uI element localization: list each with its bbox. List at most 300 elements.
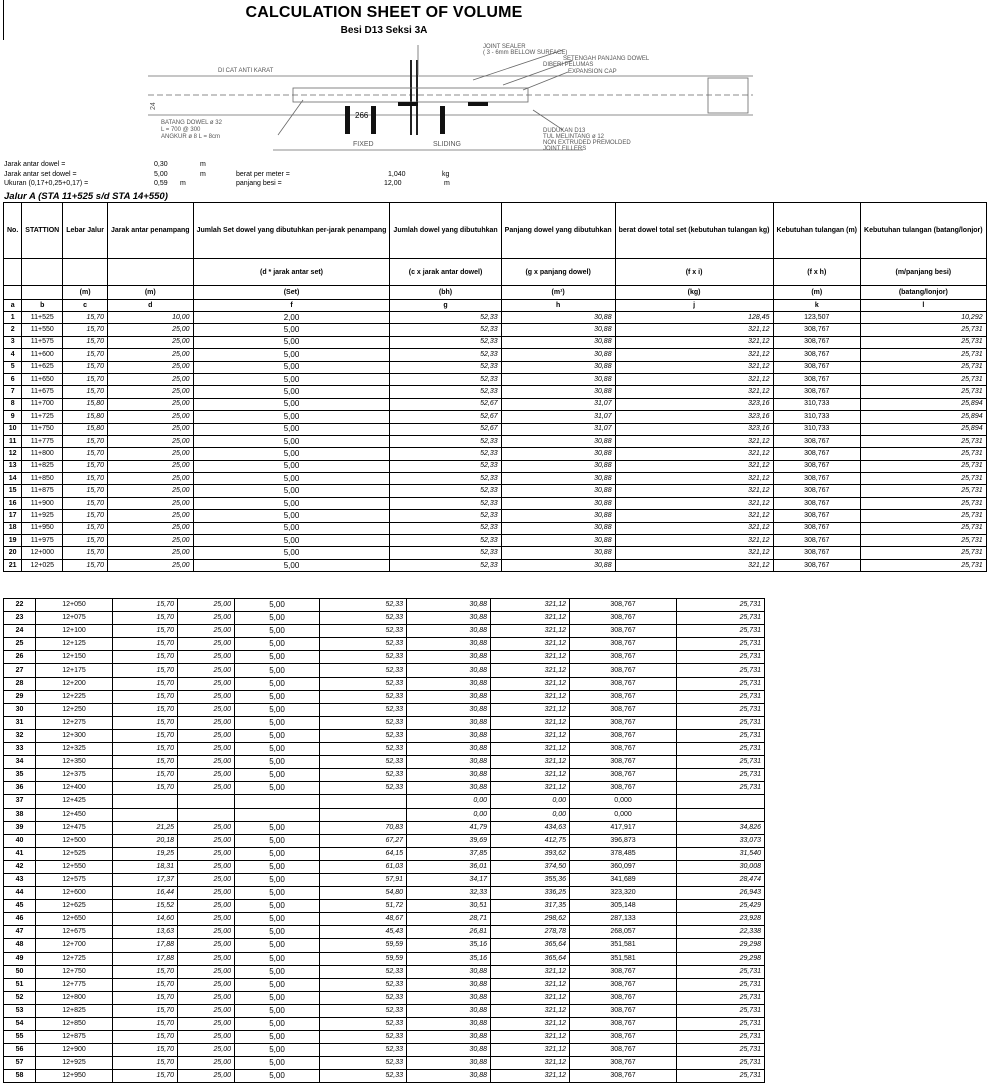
table-cell: 30,88: [407, 729, 491, 742]
table-cell: 310,733: [773, 423, 861, 435]
table-cell: [113, 795, 178, 808]
label-dowel-bar: BATANG DOWEL ø 32: [161, 120, 222, 126]
table-cell: 6: [4, 373, 22, 385]
table-cell: 11+675: [22, 386, 63, 398]
table-cell: 26: [4, 651, 36, 664]
table-cell: 12+825: [36, 1004, 113, 1017]
table-cell: 25,00: [108, 522, 194, 534]
table-cell: 12+350: [36, 756, 113, 769]
table-cell: 5: [4, 361, 22, 373]
unit-row: [4, 286, 987, 300]
letter-cell: k: [773, 300, 861, 312]
table-cell: 12+175: [36, 664, 113, 677]
table-cell: 52,33: [320, 1018, 407, 1031]
table-cell: 30,88: [501, 497, 615, 509]
table-cell: 360,097: [570, 860, 677, 873]
table-cell: 34,826: [677, 821, 765, 834]
table-cell: 25,731: [677, 1044, 765, 1057]
table-row: [4, 1044, 765, 1057]
table-cell: 30,88: [407, 965, 491, 978]
table-cell: 308,767: [570, 1044, 677, 1057]
table-cell: 52,33: [390, 448, 501, 460]
table-cell: 15,70: [63, 386, 108, 398]
table-row: [4, 638, 765, 651]
table-cell: 321,12: [615, 559, 773, 571]
table-cell: 32: [4, 729, 36, 742]
table-cell: 321,12: [491, 1031, 570, 1044]
table-cell: 25,731: [677, 716, 765, 729]
table-cell: 17,88: [113, 939, 178, 952]
label-sliding: SLIDING: [433, 141, 462, 148]
formula-row: [4, 259, 987, 286]
table-row: [4, 547, 987, 559]
table-cell: 12+275: [36, 716, 113, 729]
table-cell: 321,12: [615, 349, 773, 361]
col-header-rebar-bars: Kebutuhan tulangan (batang/lonjor): [861, 203, 987, 259]
table-cell: 30,88: [407, 690, 491, 703]
table-cell: 25,00: [178, 1004, 235, 1017]
table-row: [4, 612, 765, 625]
table-cell: 5,00: [235, 690, 320, 703]
table-cell: 308,767: [570, 625, 677, 638]
table-cell: 15,70: [63, 485, 108, 497]
table-cell: 31,07: [501, 411, 615, 423]
table-cell: 25,00: [108, 324, 194, 336]
table-cell: 22: [4, 599, 36, 612]
table-cell: 36,01: [407, 860, 491, 873]
param-label-2: panjang besi =: [236, 180, 282, 187]
table-cell: 321,12: [615, 547, 773, 559]
table-cell: 5,00: [193, 423, 390, 435]
table-cell: 25,731: [861, 559, 987, 571]
table-cell: 278,78: [491, 926, 570, 939]
table-cell: 308,767: [570, 991, 677, 1004]
table-cell: 25,00: [178, 664, 235, 677]
table-cell: 15,70: [63, 522, 108, 534]
table-cell: 25,00: [108, 349, 194, 361]
table-cell: 5,00: [235, 991, 320, 1004]
table-cell: 2,00: [193, 312, 390, 324]
table-cell: 33: [4, 743, 36, 756]
table-row: [4, 485, 987, 497]
table-row: [4, 373, 987, 385]
table-row: [4, 834, 765, 847]
table-cell: 1: [4, 312, 22, 324]
table-cell: 25,00: [178, 847, 235, 860]
table-cell: 321,12: [491, 1044, 570, 1057]
table-cell: 25,731: [677, 690, 765, 703]
table-cell: 13,63: [113, 926, 178, 939]
param-label: Ukuran (0,17+0,25+0,17) =: [4, 180, 89, 187]
col-header-rebar-m: Kebutuhan tulangan (m): [773, 203, 861, 259]
table-cell: 321,12: [491, 651, 570, 664]
label-bellow: ( 3 - 6mm BELLOW SURFACE): [483, 50, 568, 56]
table-cell: 36: [4, 782, 36, 795]
unit-cell: (m): [108, 286, 194, 300]
table-cell: 308,767: [570, 638, 677, 651]
table-cell: 5,00: [193, 324, 390, 336]
table-cell: 52,33: [320, 638, 407, 651]
table-cell: 52,33: [320, 1004, 407, 1017]
table-cell: 25,00: [178, 716, 235, 729]
table-cell: 52,33: [390, 547, 501, 559]
table-cell: 25,731: [861, 497, 987, 509]
table-cell: 25,00: [178, 952, 235, 965]
table-cell: 11+550: [22, 324, 63, 336]
table-cell: 5,00: [193, 361, 390, 373]
table-cell: 15,70: [113, 991, 178, 1004]
table-cell: 41: [4, 847, 36, 860]
table-cell: 12+025: [22, 559, 63, 571]
table-cell: 321,12: [491, 625, 570, 638]
table-cell: 45: [4, 900, 36, 913]
table-cell: 11+875: [22, 485, 63, 497]
formula-cell: [108, 259, 194, 286]
table-cell: 8: [4, 398, 22, 410]
table-cell: 30,88: [501, 547, 615, 559]
table-cell: 25,00: [178, 900, 235, 913]
table-cell: 29,298: [677, 939, 765, 952]
table-cell: 40: [4, 834, 36, 847]
table-cell: 308,767: [773, 373, 861, 385]
table-cell: 365,64: [491, 952, 570, 965]
table-cell: 5,00: [235, 1018, 320, 1031]
table-cell: 365,64: [491, 939, 570, 952]
table-cell: 25,00: [178, 860, 235, 873]
table-cell: 5,00: [235, 716, 320, 729]
table-cell: 30,88: [501, 510, 615, 522]
table-cell: 25,731: [677, 978, 765, 991]
table-cell: 52,33: [390, 336, 501, 348]
table-cell: 0,000: [570, 795, 677, 808]
table-cell: 25,731: [677, 965, 765, 978]
table-cell: 15,70: [63, 497, 108, 509]
table-cell: 25,731: [861, 535, 987, 547]
table-cell: 310,733: [773, 411, 861, 423]
table-cell: 25,00: [178, 991, 235, 1004]
table-cell: 25,00: [178, 756, 235, 769]
table-cell: 308,767: [773, 349, 861, 361]
table-cell: 308,767: [570, 612, 677, 625]
table-cell: 308,767: [773, 535, 861, 547]
table-cell: 25,00: [108, 485, 194, 497]
table-cell: 52,33: [320, 599, 407, 612]
table-cell: 25,00: [108, 411, 194, 423]
table-cell: 305,148: [570, 900, 677, 913]
table-cell: 25,731: [861, 386, 987, 398]
table-cell: 25,00: [178, 703, 235, 716]
table-cell: 0,00: [407, 795, 491, 808]
table-cell: 25,00: [178, 1031, 235, 1044]
table-cell: 308,767: [570, 1057, 677, 1070]
table-cell: 308,767: [773, 448, 861, 460]
table-cell: 321,12: [615, 373, 773, 385]
unit-cell: (bh): [390, 286, 501, 300]
table-cell: 21,25: [113, 821, 178, 834]
table-row: [4, 1031, 765, 1044]
table-cell: 308,767: [570, 756, 677, 769]
table-cell: 25,00: [108, 435, 194, 447]
param-label-2: berat per meter =: [236, 170, 290, 178]
table-cell: 52,33: [390, 361, 501, 373]
table-cell: 321,12: [615, 497, 773, 509]
formula-cell: [63, 259, 108, 286]
table-cell: 25,731: [677, 625, 765, 638]
table-cell: 321,12: [491, 965, 570, 978]
label-dim-266: 266: [355, 111, 369, 120]
table-cell: 30,88: [407, 756, 491, 769]
table-cell: 67,27: [320, 834, 407, 847]
table-cell: 308,767: [570, 716, 677, 729]
table-cell: 308,767: [570, 651, 677, 664]
table-cell: 5,00: [193, 386, 390, 398]
table-cell: 434,63: [491, 821, 570, 834]
table-cell: [235, 808, 320, 821]
table-row: [4, 978, 765, 991]
table-row: [4, 860, 765, 873]
table-cell: 12+400: [36, 782, 113, 795]
page-subtitle: Besi D13 Seksi 3A: [340, 25, 428, 36]
table-cell: 15,70: [63, 349, 108, 361]
table-cell: 30,88: [501, 460, 615, 472]
section-heading-jalur: Jalur A (STA 11+525 s/d STA 14+550): [4, 191, 168, 202]
table-cell: 25,00: [108, 535, 194, 547]
table-cell: 5,00: [235, 1004, 320, 1017]
table-cell: 321,12: [491, 690, 570, 703]
table-cell: 30,88: [501, 473, 615, 485]
table-cell: 15,70: [63, 361, 108, 373]
table-row: [4, 808, 765, 821]
table-cell: [113, 808, 178, 821]
table-cell: 17,88: [113, 952, 178, 965]
table-cell: 25,731: [677, 991, 765, 1004]
table-cell: 30,88: [407, 1018, 491, 1031]
table-row: [4, 690, 765, 703]
table-cell: 12+425: [36, 795, 113, 808]
table-cell: 17,37: [113, 873, 178, 886]
table-cell: 308,767: [773, 361, 861, 373]
table-row: [4, 448, 987, 460]
table-cell: 14,60: [113, 913, 178, 926]
letter-cell: c: [63, 300, 108, 312]
formula-cell: (f x h): [773, 259, 861, 286]
col-header-width: Lebar Jalur: [63, 203, 108, 259]
table-cell: 52,33: [320, 1070, 407, 1083]
label-anchor: ANGKUR ø 8 L = 8cm: [161, 134, 220, 140]
table-cell: 374,50: [491, 860, 570, 873]
table-cell: 378,485: [570, 847, 677, 860]
table-cell: 321,12: [491, 612, 570, 625]
param-value: 0,30: [154, 161, 168, 168]
table-cell: 39: [4, 821, 36, 834]
table-cell: 25,731: [677, 612, 765, 625]
header-row: [4, 203, 987, 259]
table-cell: 25,894: [861, 411, 987, 423]
table-row: [4, 716, 765, 729]
table-cell: 70,83: [320, 821, 407, 834]
table-row: [4, 900, 765, 913]
table-cell: 12+150: [36, 651, 113, 664]
table-cell: 25,00: [108, 336, 194, 348]
table-cell: 5,00: [235, 638, 320, 651]
table-cell: 15,70: [63, 373, 108, 385]
table-cell: 25,00: [178, 1070, 235, 1083]
table-cell: 5,00: [235, 965, 320, 978]
table-cell: 27: [4, 664, 36, 677]
table-cell: 20: [4, 547, 22, 559]
table-cell: 30,88: [501, 448, 615, 460]
formula-cell: [22, 259, 63, 286]
table-cell: 25,00: [178, 873, 235, 886]
table-cell: 128,45: [615, 312, 773, 324]
table-cell: 355,36: [491, 873, 570, 886]
table-cell: 5,00: [235, 612, 320, 625]
table-cell: 308,767: [570, 599, 677, 612]
table-cell: 25,894: [861, 398, 987, 410]
table-cell: 15,70: [113, 677, 178, 690]
table-cell: 25,731: [677, 638, 765, 651]
table-row: [4, 559, 987, 571]
table-cell: 52,33: [320, 703, 407, 716]
table-cell: 308,767: [570, 690, 677, 703]
table-cell: 321,12: [615, 510, 773, 522]
table-cell: 287,133: [570, 913, 677, 926]
table-cell: 7: [4, 386, 22, 398]
table-cell: 52,33: [320, 756, 407, 769]
table-cell: 25,00: [178, 1057, 235, 1070]
table-cell: [235, 795, 320, 808]
table-cell: 321,12: [615, 460, 773, 472]
table-cell: 5,00: [235, 769, 320, 782]
table-cell: 15,70: [113, 1044, 178, 1057]
table-cell: 33,073: [677, 834, 765, 847]
table-cell: 25,00: [178, 677, 235, 690]
table-cell: 12+125: [36, 638, 113, 651]
table-cell: 56: [4, 1044, 36, 1057]
table-cell: 11+700: [22, 398, 63, 410]
table-cell: 323,16: [615, 411, 773, 423]
table-cell: 12+650: [36, 913, 113, 926]
table-row: [4, 411, 987, 423]
letter-cell: l: [861, 300, 987, 312]
table-cell: 308,767: [570, 965, 677, 978]
table-row: [4, 795, 765, 808]
table-cell: 321,12: [615, 386, 773, 398]
table-cell: 308,767: [570, 1070, 677, 1083]
table-cell: 12+075: [36, 612, 113, 625]
table-cell: 25,00: [178, 612, 235, 625]
table-cell: 52,33: [320, 664, 407, 677]
table-cell: 25,731: [677, 769, 765, 782]
table-row: [4, 473, 987, 485]
table-cell: 308,767: [773, 435, 861, 447]
letter-cell: d: [108, 300, 194, 312]
table-cell: 22,338: [677, 926, 765, 939]
table-cell: 25,731: [861, 522, 987, 534]
col-header-dowel-length: Panjang dowel yang dibutuhkan: [501, 203, 615, 259]
table-cell: 308,767: [570, 769, 677, 782]
table-cell: 15,70: [113, 1018, 178, 1031]
table-row: [4, 926, 765, 939]
table-cell: 25: [4, 638, 36, 651]
table-cell: 323,320: [570, 887, 677, 900]
table-cell: 43: [4, 873, 36, 886]
table-cell: 52,33: [320, 991, 407, 1004]
table-cell: 5,00: [193, 435, 390, 447]
volume-table-part-2: [3, 598, 765, 1083]
table-row: [4, 847, 765, 860]
table-cell: 52,33: [390, 473, 501, 485]
table-cell: 52,33: [320, 677, 407, 690]
table-cell: 308,767: [570, 1018, 677, 1031]
table-row: [4, 312, 987, 324]
table-cell: 11+950: [22, 522, 63, 534]
table-cell: 5,00: [193, 473, 390, 485]
table-cell: 52,33: [320, 651, 407, 664]
table-cell: 123,507: [773, 312, 861, 324]
param-unit: m: [180, 180, 186, 187]
table-cell: 25,00: [178, 782, 235, 795]
table-cell: 308,767: [773, 485, 861, 497]
table-cell: 308,767: [773, 386, 861, 398]
table-cell: 25,00: [178, 965, 235, 978]
table-cell: 21: [4, 559, 22, 571]
table-cell: 11+850: [22, 473, 63, 485]
table-cell: 52,33: [390, 460, 501, 472]
table-cell: 321,12: [491, 1057, 570, 1070]
table-cell: 12+550: [36, 860, 113, 873]
table-cell: 5,00: [235, 664, 320, 677]
table-cell: 30,88: [407, 978, 491, 991]
table-cell: 11+625: [22, 361, 63, 373]
table-cell: 28,71: [407, 913, 491, 926]
table-cell: 30,88: [407, 651, 491, 664]
table-cell: 25,894: [861, 423, 987, 435]
table-row: [4, 952, 765, 965]
param-value: 0,59: [154, 180, 168, 187]
table-cell: 51,72: [320, 900, 407, 913]
table-cell: 5,00: [193, 547, 390, 559]
table-cell: 25,731: [861, 336, 987, 348]
table-cell: 25,731: [677, 1070, 765, 1083]
table-cell: 15,70: [63, 324, 108, 336]
table-cell: 12+575: [36, 873, 113, 886]
table-row: [4, 1004, 765, 1017]
table-row: [4, 599, 765, 612]
table-cell: 52,33: [390, 535, 501, 547]
table-cell: 5,00: [193, 559, 390, 571]
table-cell: 12+300: [36, 729, 113, 742]
table-cell: 30,88: [407, 703, 491, 716]
table-cell: 52,33: [320, 965, 407, 978]
table-row: [4, 651, 765, 664]
table-cell: 31,07: [501, 398, 615, 410]
table-cell: 310,733: [773, 398, 861, 410]
table-cell: 12+800: [36, 991, 113, 1004]
table-row: [4, 873, 765, 886]
table-cell: 12+850: [36, 1018, 113, 1031]
table-cell: 34: [4, 756, 36, 769]
table-cell: 25,00: [108, 373, 194, 385]
table-row: [4, 510, 987, 522]
formula-cell: (m/panjang besi): [861, 259, 987, 286]
table-cell: 308,767: [773, 336, 861, 348]
table-cell: 5,00: [193, 460, 390, 472]
table-cell: 52,33: [390, 485, 501, 497]
table-cell: 11+975: [22, 535, 63, 547]
label-dowel-length: L = 700 @ 300: [161, 127, 201, 133]
letter-cell: j: [615, 300, 773, 312]
